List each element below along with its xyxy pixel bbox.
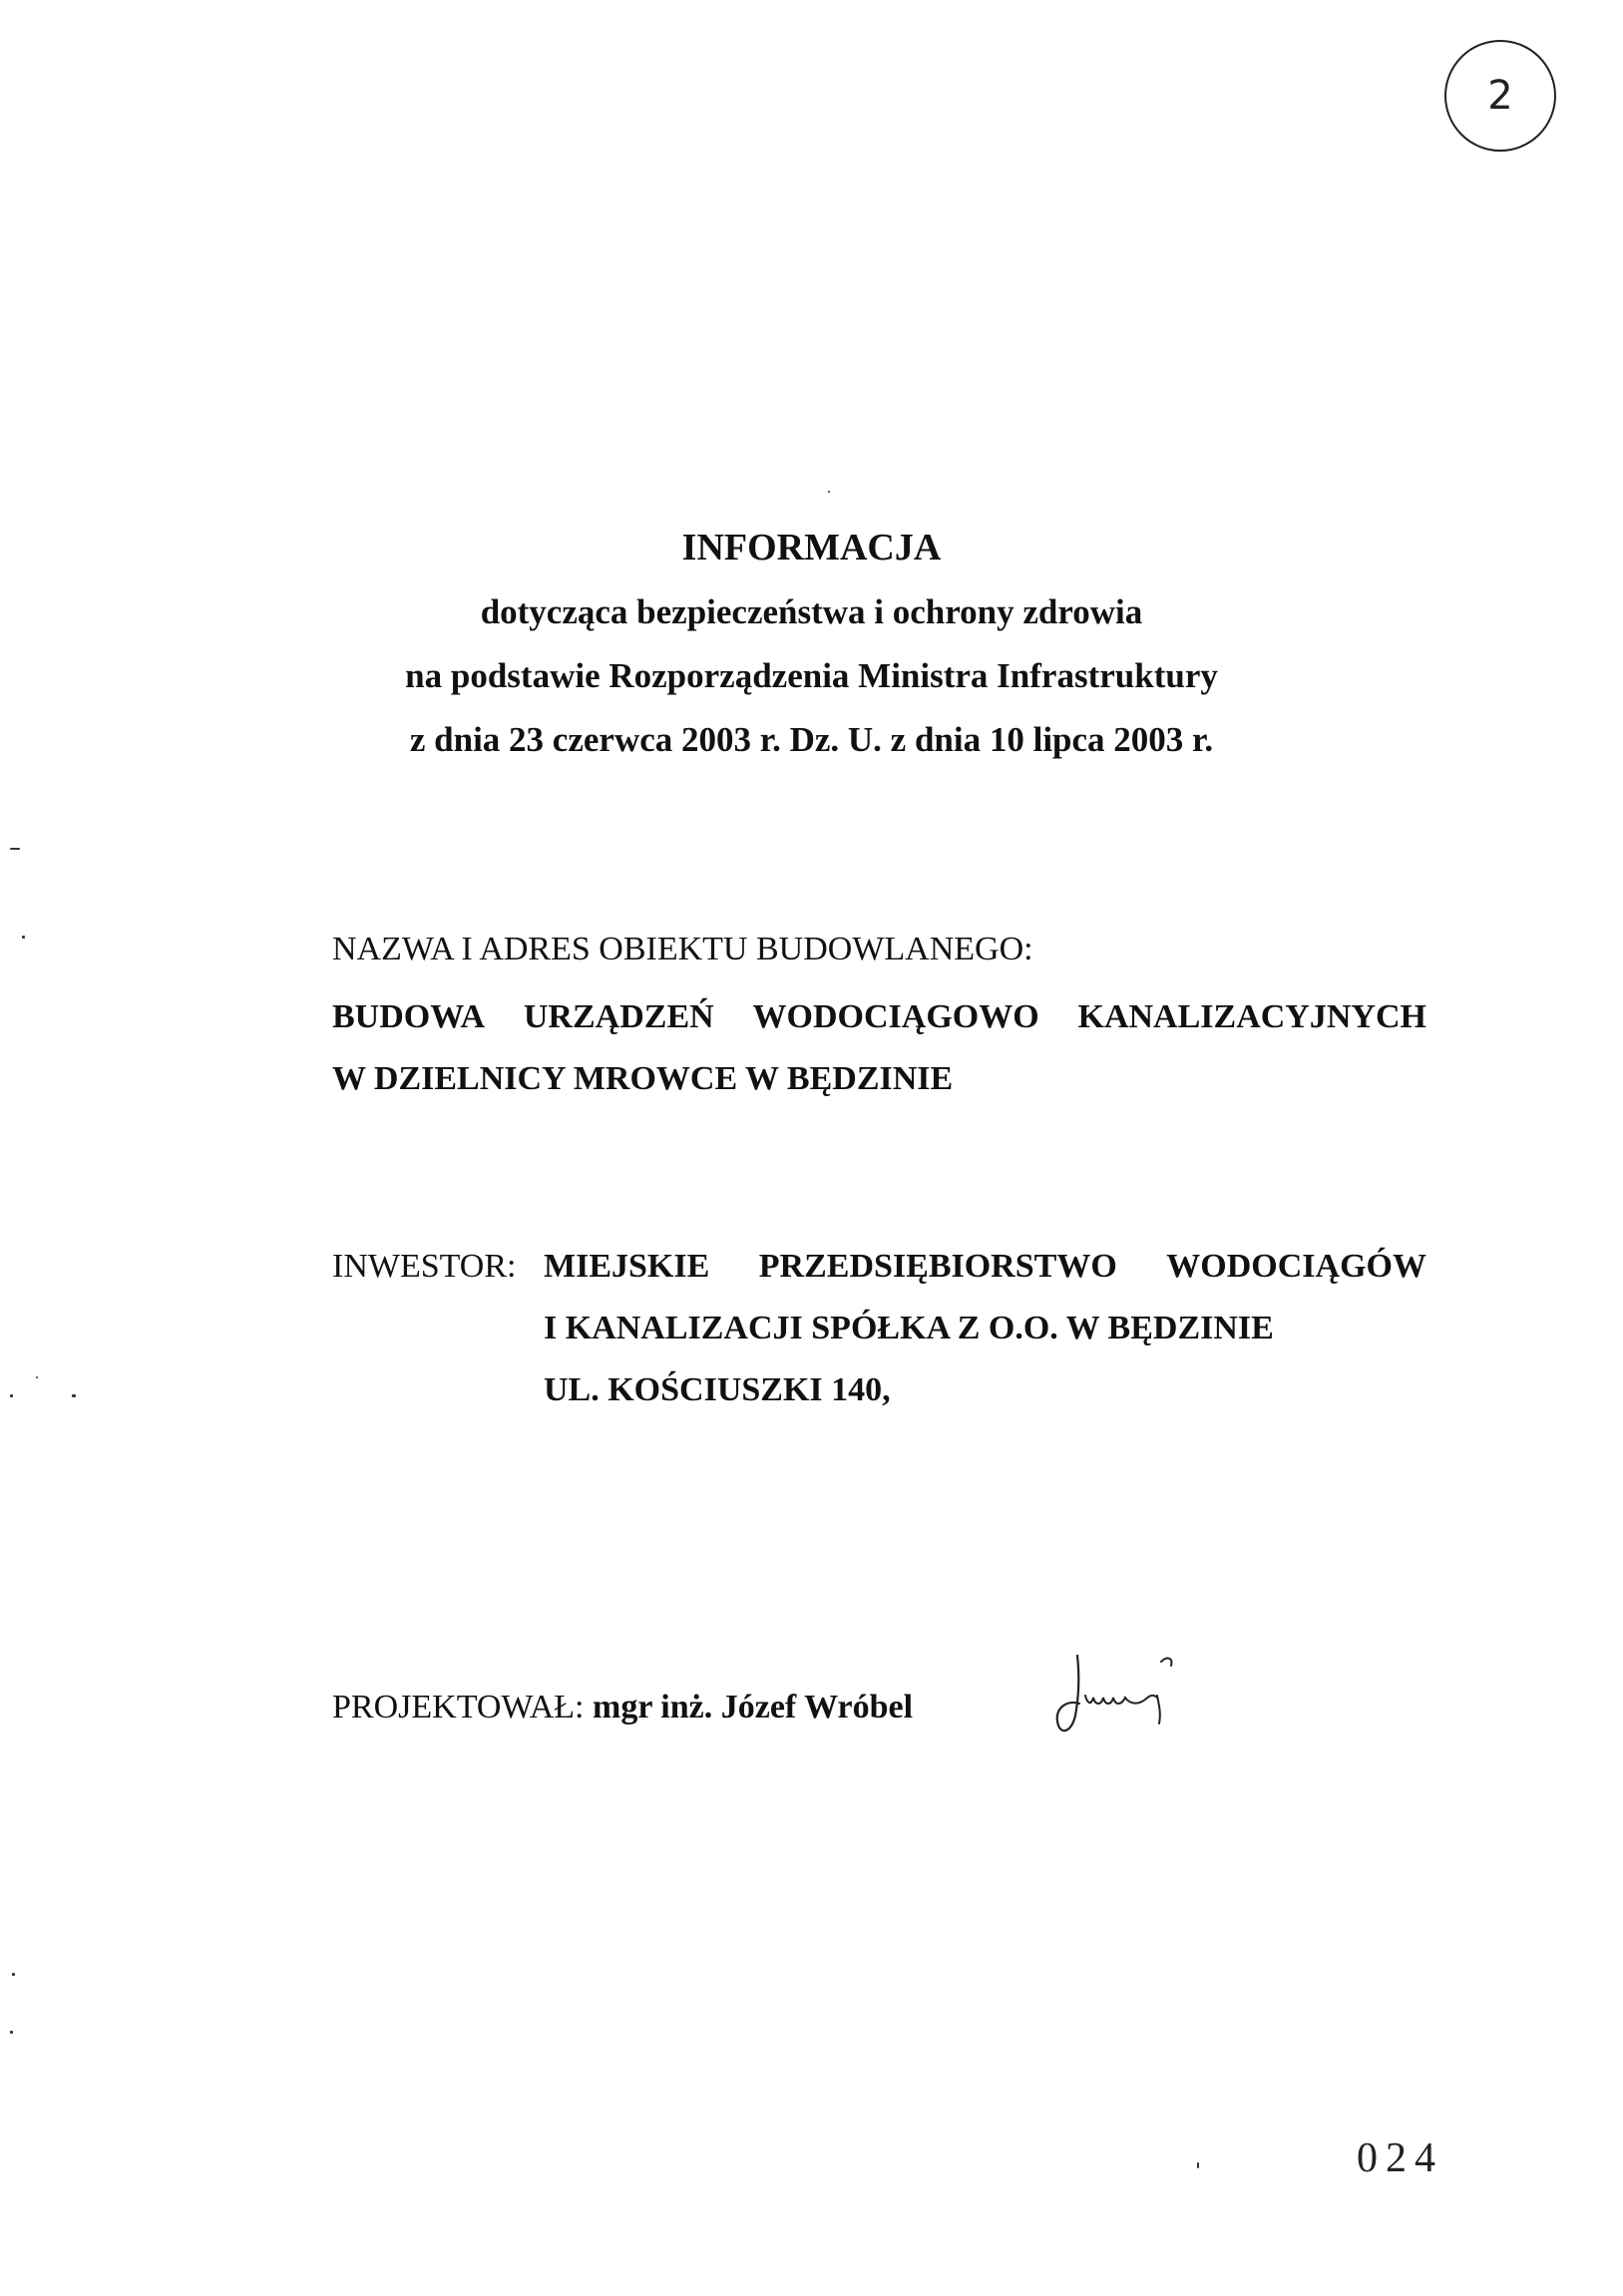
scan-speck [72, 1394, 76, 1397]
designer-label: PROJEKTOWAŁ: [332, 1689, 585, 1725]
document-title: INFORMACJA [681, 527, 942, 569]
investor-word: WODOCIĄGÓW [1166, 1248, 1426, 1285]
object-word: URZĄDZEŃ [523, 998, 714, 1035]
page-number-circle [1444, 40, 1556, 152]
object-label: NAZWA I ADRES OBIEKTU BUDOWLANEGO: [332, 931, 1033, 967]
scan-speck [12, 1973, 15, 1976]
object-name-line-2: W DZIELNICY MROWCE W BĘDZINIE [332, 1060, 954, 1097]
investor-word: PRZEDSIĘBIORSTWO [758, 1248, 1117, 1285]
sheet-number: 024 [1357, 2135, 1443, 2181]
scan-speck [10, 848, 20, 850]
title-line-2: na podstawie Rozporządzenia Ministra Infrastruktury [405, 656, 1218, 695]
investor-line-1 [544, 1247, 1426, 1287]
scan-speck [22, 936, 25, 939]
scan-speck [828, 491, 830, 493]
designer-name: mgr inż. Józef Wróbel [593, 1689, 914, 1725]
investor-line-3: UL. KOŚCIUSZKI 140, [544, 1371, 891, 1408]
investor-line-2: I KANALIZACJI SPÓŁKA Z O.O. W BĘDZINIE [544, 1310, 1274, 1346]
investor-word: MIEJSKIE [544, 1248, 710, 1285]
signature-icon [1049, 1634, 1199, 1753]
scan-speck [36, 1376, 38, 1378]
designer-line [332, 1688, 913, 1727]
title-line-1: dotycząca bezpieczeństwa i ochrony zdrowia [480, 592, 1143, 631]
object-word: BUDOWA [332, 998, 486, 1035]
scan-speck [10, 2031, 13, 2034]
document-title-block [0, 527, 1623, 760]
object-word: KANALIZACYJNYCH [1077, 998, 1426, 1035]
page-number: 2 [1487, 73, 1513, 119]
object-word: WODOCIĄGOWO [752, 998, 1039, 1035]
investor-label: INWESTOR: [332, 1248, 517, 1285]
object-name-line-1 [332, 997, 1426, 1037]
scan-speck [1197, 2162, 1199, 2168]
scan-speck [10, 1394, 13, 1397]
title-line-3: z dnia 23 czerwca 2003 r. Dz. U. z dnia 10 lipca 2003 r. [409, 720, 1214, 759]
